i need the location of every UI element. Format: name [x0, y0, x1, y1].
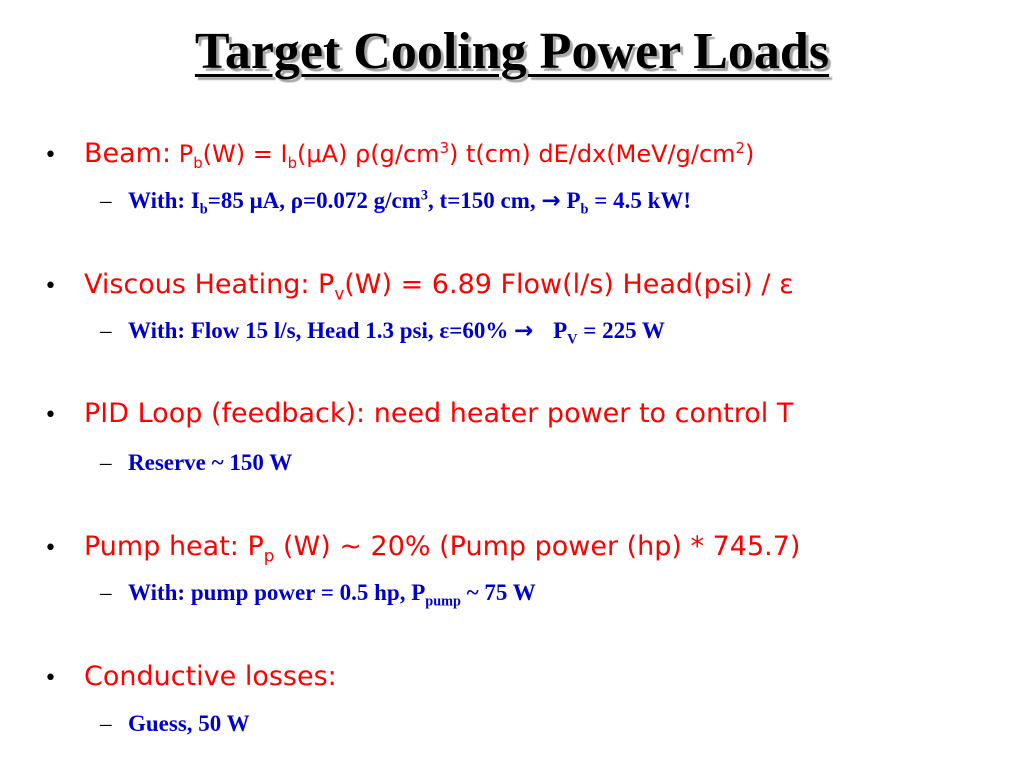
bullet-dot: •	[44, 536, 57, 561]
bullet-beam	[44, 138, 755, 172]
beam-formula: $P_b(W) = I_b(\mu A)$ $\rho(g/cm^3)$ t(cm) $dE/dx(MeV/g/cm^2)$	[178, 139, 755, 172]
sub-item-pump: – With: pump power = 0.5 hp, $P_{pump}$ ~ 75 W	[100, 580, 536, 610]
slide-title: Target Cooling Power Loads	[194, 23, 830, 80]
sub-dash: –	[100, 318, 112, 343]
sub-dash: –	[100, 450, 112, 475]
bullet-dot: •	[44, 403, 57, 428]
arrow-icon: →	[514, 318, 534, 344]
sub-dash: –	[100, 580, 112, 605]
bullet-viscous-heating: • Viscous Heating: $P_v(W) = 6.89$ Flow(l/s) Head(psi) / ε	[44, 269, 794, 304]
sub-dash: –	[100, 711, 112, 736]
bullet-dot: •	[44, 274, 57, 299]
sub-item-viscous: – With: Flow 15 l/s, Head 1.3 psi, $\varepsilon=60\% \to P_V = 225$ W	[100, 318, 665, 348]
bullet-pump-heat: • Pump heat: $P_p$ (W) ~ 20% (Pump power (hp) * 745.7)	[44, 531, 801, 566]
bullet-dot: •	[44, 666, 57, 691]
sub-dash: –	[100, 188, 112, 213]
sub-item-conductive: – Guess, 50 W	[100, 711, 250, 736]
bullet-dot: •	[44, 143, 57, 168]
bullet-conductive-losses: • Conductive losses:	[44, 661, 337, 692]
sub-item-beam: – With: $I_b=85$ μA, ρ=0.072 $g/cm^3$, t=150 cm, → $P_b = 4.5$ kW!	[100, 187, 692, 218]
arrow-icon: →	[541, 188, 561, 214]
sub-item-pid: – Reserve ~ 150 W	[100, 450, 293, 475]
beam-label: Beam:	[84, 138, 172, 169]
bullet-pid-loop: • PID Loop (feedback): need heater power to control T	[44, 398, 794, 429]
